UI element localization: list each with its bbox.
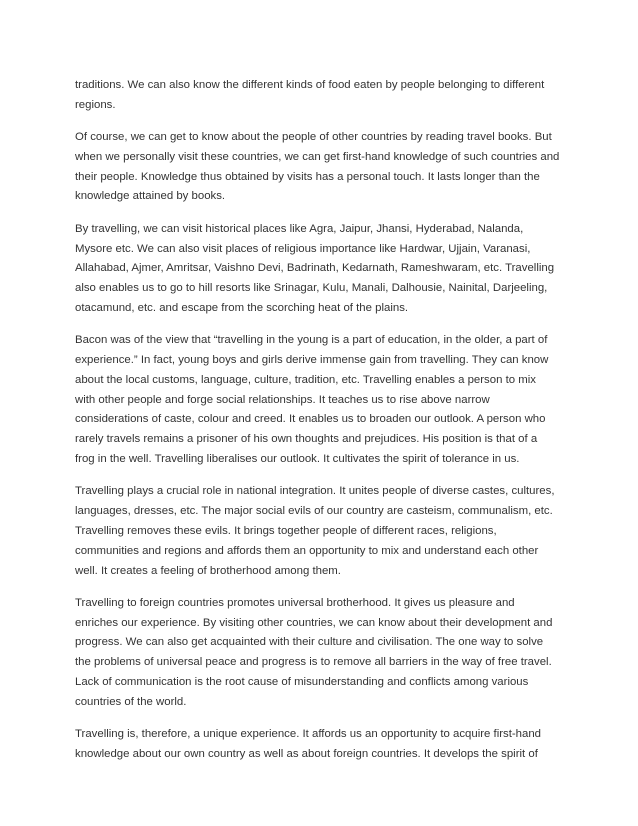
paragraph bbox=[75, 482, 570, 581]
text-line: otacamund, etc. and escape from the scorching heat of the plains. bbox=[75, 301, 409, 314]
text-line: also enables us to go to hill resorts like Srinagar, Kulu, Manali, Dalhousie, Nainital, Darjeeling, bbox=[75, 282, 548, 295]
text-line: knowledge attained by books. bbox=[75, 190, 226, 203]
text-line: Of course, we can get to know about the people of other countries by reading travel books. But bbox=[75, 131, 552, 144]
text-line: enriches our experience. By visiting other countries, we can know about their development and bbox=[75, 616, 553, 629]
text-line: Travelling to foreign countries promotes universal brotherhood. It gives us pleasure and bbox=[75, 596, 515, 609]
text-line: their people. Knowledge thus obtained by visits has a personal touch. It lasts longer than the bbox=[75, 170, 540, 183]
text-line: experience.” In fact, young boys and girls derive immense gain from travelling. They can know bbox=[75, 354, 549, 367]
text-line: about the local customs, language, culture, tradition, etc. Travelling enables a person to mix bbox=[75, 373, 536, 386]
paragraph bbox=[75, 220, 570, 319]
text-line: languages, dresses, etc. The major social evils of our country are casteism, communalism, etc. bbox=[75, 505, 553, 518]
text-line: progress. We can also get acquainted with their culture and civilisation. The one way to solve bbox=[75, 636, 544, 649]
text-line: considerations of caste, colour and creed. It enables us to broaden our outlook. A person who bbox=[75, 413, 546, 426]
text-line: frog in the well. Travelling liberalises our outlook. It cultivates the spirit of tolerance in us. bbox=[75, 453, 520, 466]
text-line: Mysore etc. We can also visit places of religious importance like Hardwar, Ujjain, Varanasi, bbox=[75, 242, 531, 255]
text-line: Lack of communication is the root cause of misunderstanding and conflicts among various bbox=[75, 676, 529, 689]
text-line: Travelling plays a crucial role in national integration. It unites people of diverse castes, cultures, bbox=[75, 485, 555, 498]
text-line: the problems of universal peace and progress is to remove all barriers in the way of free travel. bbox=[75, 656, 552, 669]
text-line: well. It creates a feeling of brotherhood among them. bbox=[75, 564, 341, 577]
text-line: By travelling, we can visit historical places like Agra, Jaipur, Jhansi, Hyderabad, Nalanda, bbox=[75, 222, 524, 235]
text-line: Travelling removes these evils. It brings together people of different races, religions, bbox=[75, 524, 497, 537]
text-line: Allahabad, Ajmer, Amritsar, Vaishno Devi, Badrinath, Kedarnath, Rameshwaram, etc. Travelling bbox=[75, 262, 555, 275]
paragraph bbox=[75, 128, 570, 207]
text-line: Bacon was of the view that “travelling in the young is a part of education, in the older, a part of bbox=[75, 334, 548, 347]
text-line: when we personally visit these countries, we can get first-hand knowledge of such countries and bbox=[75, 150, 560, 163]
text-line: with other people and forge social relationships. It teaches us to rise above narrow bbox=[75, 393, 490, 406]
text-line: Travelling is, therefore, a unique experience. It affords us an opportunity to acquire first-hand bbox=[75, 728, 542, 741]
paragraph bbox=[75, 76, 570, 116]
text-line: communities and regions and affords them an opportunity to mix and understand each other bbox=[75, 544, 539, 557]
text-line: traditions. We can also know the different kinds of food eaten by people belonging to different bbox=[75, 79, 545, 91]
document-body bbox=[75, 76, 570, 777]
text-line: regions. bbox=[75, 98, 116, 111]
text-line: countries of the world. bbox=[75, 695, 187, 708]
paragraph bbox=[75, 594, 570, 713]
paragraph bbox=[75, 725, 570, 765]
text-line: knowledge about our own country as well as about foreign countries. It develops the spirit of bbox=[75, 747, 538, 760]
paragraph bbox=[75, 331, 570, 470]
text-line: rarely travels remains a prisoner of his own thoughts and prejudices. His position is that of a bbox=[75, 433, 538, 446]
